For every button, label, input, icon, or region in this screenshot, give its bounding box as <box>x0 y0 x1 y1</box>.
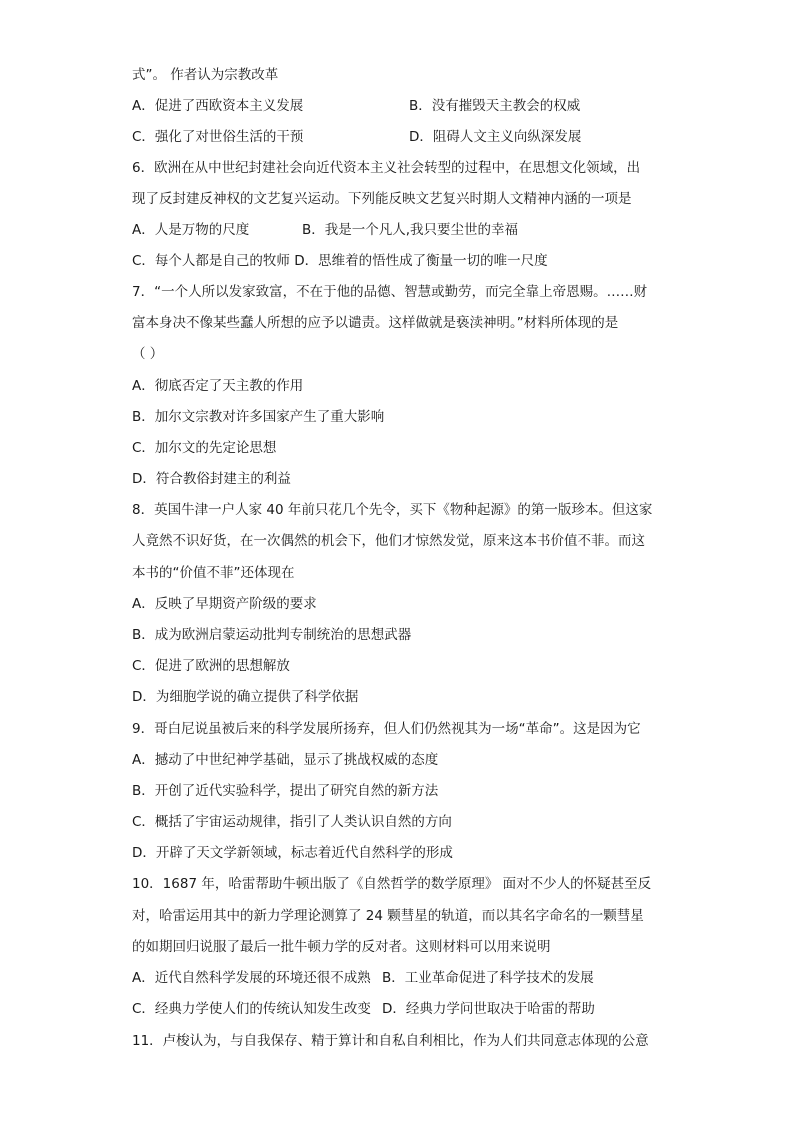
option-a: A．彻底否定了天主教的作用 <box>132 378 304 394</box>
option-c: C．促进了欧洲的思想解放 <box>132 658 290 674</box>
option-a: A．撼动了中世纪神学基础，显示了挑战权威的态度 <box>132 752 439 768</box>
option-b: B．没有摧毁天主教会的权威 <box>409 98 581 114</box>
option-b: B．成为欧洲启蒙运动批判专制统治的思想武器 <box>132 627 412 643</box>
question-7-answer-bracket: （ ） <box>132 346 164 362</box>
option-b: B．开创了近代实验科学，提出了研究自然的新方法 <box>132 783 439 799</box>
option-a: A．反映了早期资产阶级的要求 <box>132 596 317 612</box>
option-d: D．开辟了天文学新领域，标志着近代自然科学的形成 <box>132 845 453 861</box>
question-5-options-cd <box>132 127 662 147</box>
option-d: D．经典力学问世取决于哈雷的帮助 <box>382 1001 595 1017</box>
question-5-stem-end: 式”。 作者认为宗教改革 <box>132 67 279 83</box>
question-10-stem: 的如期回归说服了最后一批牛顿力学的反对者。这则材料可以用来说明 <box>132 939 551 955</box>
option-c: C．经典力学使人们的传统认知发生改变 <box>132 1001 371 1017</box>
option-d: D．为细胞学说的确立提供了科学依据 <box>132 689 359 705</box>
question-10-options-ab <box>132 968 662 988</box>
question-11-stem: 11．卢梭认为，与自我保存、精于算计和自私自利相比，作为人们共同意志体现的公意 <box>132 1033 649 1049</box>
question-8-stem: 本书的“价值不菲”还体现在 <box>132 565 295 581</box>
option-c: C．强化了对世俗生活的干预 <box>132 129 304 145</box>
question-5-options-ab <box>132 96 662 116</box>
option-b: B．加尔文宗教对许多国家产生了重大影响 <box>132 409 385 425</box>
question-7-stem: 7．“一个人所以发家致富，不在于他的品德、智慧或勤劳，而完全靠上帝恩赐。……财 <box>132 284 648 300</box>
question-6-options-ab <box>132 220 662 240</box>
option-a: A．近代自然科学发展的环境还很不成熟 <box>132 970 371 986</box>
option-b: B．我是一个凡人,我只要尘世的幸福 <box>302 222 519 238</box>
question-10-stem: 对，哈雷运用其中的新力学理论测算了 24 颗彗星的轨道，而以其名字命名的一颗彗星 <box>132 908 644 924</box>
question-6-stem: 6．欧洲在从中世纪封建社会向近代资本主义社会转型的过程中，在思想文化领域，出 <box>132 160 641 176</box>
question-8-stem: 8．英国牛津一户人家 40 年前只花几个先令，买下《物种起源》的第一版珍本。但这家 <box>132 502 653 518</box>
option-c: C．概括了宇宙运动规律，指引了人类认识自然的方向 <box>132 814 452 830</box>
question-7-stem: 富本身决不像某些蠢人所想的应予以谴责。这样做就是亵渎神明。”材料所体现的是 <box>132 315 619 331</box>
question-8-stem: 人竟然不识好货，在一次偶然的机会下，他们才惊然发觉，原来这本书价值不菲。而这 <box>132 533 645 549</box>
option-a: A．促进了西欧资本主义发展 <box>132 98 304 114</box>
option-d: D．符合教俗封建主的利益 <box>132 471 291 487</box>
option-a: A．人是万物的尺度 <box>132 222 250 238</box>
question-6-stem: 现了反封建反神权的文艺复兴运动。下列能反映文艺复兴时期人文精神内涵的一项是 <box>132 191 632 207</box>
question-10-options-cd <box>132 999 662 1019</box>
question-6-options-cd: C．每个人都是自己的牧师 D．思维着的悟性成了衡量一切的唯一尺度 <box>132 253 548 269</box>
option-c: C．加尔文的先定论思想 <box>132 440 277 456</box>
option-d: D．阻碍人文主义向纵深发展 <box>409 129 582 145</box>
question-9-stem: 9．哥白尼说虽被后来的科学发展所扬弃，但人们仍然视其为一场“革命”。这是因为它 <box>132 721 641 737</box>
question-10-stem: 10．1687 年，哈雷帮助牛顿出版了《自然哲学的数学原理》 面对不少人的怀疑甚至反 <box>132 876 652 892</box>
option-b: B．工业革命促进了科学技术的发展 <box>382 970 594 986</box>
